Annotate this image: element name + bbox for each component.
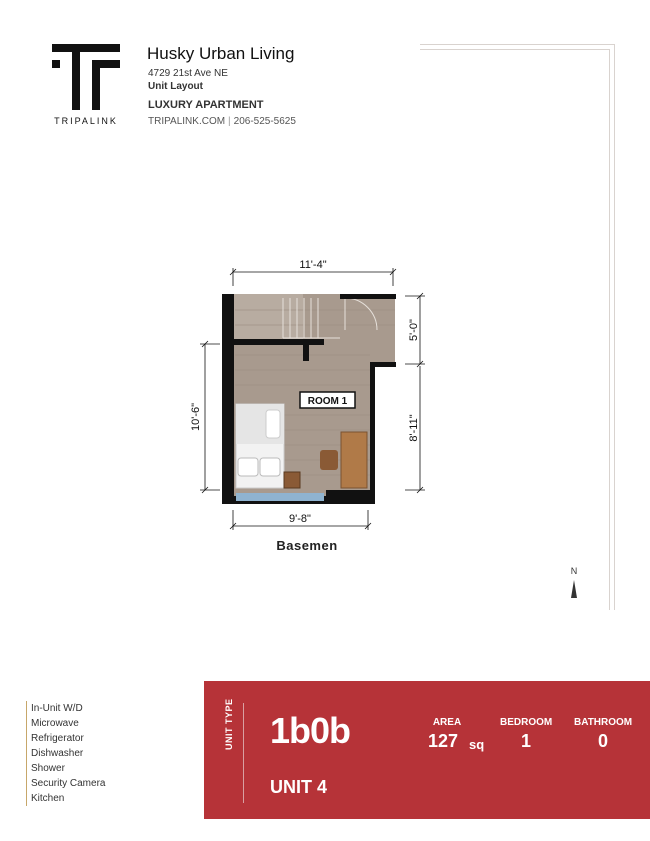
chair-icon	[320, 450, 338, 470]
dim-top-width: 11'-4"	[299, 259, 327, 271]
logo-wordmark: TRIPALINK	[54, 116, 118, 126]
nightstand-icon	[284, 472, 300, 488]
phone-number[interactable]: 206-525-5625	[233, 116, 296, 127]
bathroom-label: BATHROOM	[574, 717, 633, 728]
layout-label: Unit Layout	[148, 81, 203, 92]
amenities-list	[26, 701, 105, 806]
dim-bottom-width: 9'-8"	[289, 513, 311, 525]
window	[236, 493, 324, 501]
amenity-item: Dishwasher	[31, 748, 84, 759]
dim-right-upper: 5'-0"	[408, 319, 420, 341]
property-address: 4729 21st Ave NE	[148, 68, 228, 79]
wall-mid	[234, 339, 324, 345]
north-arrow-icon	[571, 580, 577, 598]
bathroom-value: 0	[597, 731, 608, 751]
desk-icon	[341, 432, 367, 488]
panel-divider	[243, 703, 244, 803]
amenity-item: Refrigerator	[31, 733, 84, 744]
unit-name: UNIT 4	[270, 777, 328, 797]
north-label: N	[570, 566, 578, 576]
contact-line: TRIPALINK.COM | 206-525-5625	[148, 116, 296, 127]
wall-mid-post	[303, 339, 309, 361]
unit-type-code: 1b0b	[270, 710, 351, 751]
wall-left	[222, 294, 234, 504]
apartment-type: LUXURY APARTMENT	[148, 99, 264, 111]
area-value: 127	[427, 731, 459, 751]
dim-right-lower: 8'-11"	[408, 414, 420, 442]
wall-right	[370, 362, 375, 504]
bedroom-value: 1	[520, 731, 531, 751]
property-name: Husky Urban Living	[147, 44, 295, 63]
area-label: AREA	[432, 717, 462, 728]
amenity-item: Shower	[31, 763, 65, 774]
plan-caption: Basemen	[276, 538, 338, 553]
wall-bottom	[326, 490, 375, 504]
bed-icon	[236, 404, 284, 488]
website-link[interactable]: TRIPALINK.COM	[148, 116, 226, 127]
amenity-item: Microwave	[31, 718, 79, 729]
bedroom-label: BEDROOM	[500, 717, 553, 728]
amenity-item: Kitchen	[31, 793, 65, 804]
amenity-item: In-Unit W/D	[31, 703, 83, 714]
area-unit: sq	[469, 737, 485, 752]
stair-area	[233, 294, 303, 340]
dim-left-height: 10'-6"	[190, 402, 202, 432]
unit-type-label: UNIT TYPE	[224, 698, 234, 750]
room-label: ROOM 1	[307, 396, 348, 407]
wall-top-right	[340, 294, 396, 299]
amenity-item: Security Camera	[31, 778, 106, 789]
